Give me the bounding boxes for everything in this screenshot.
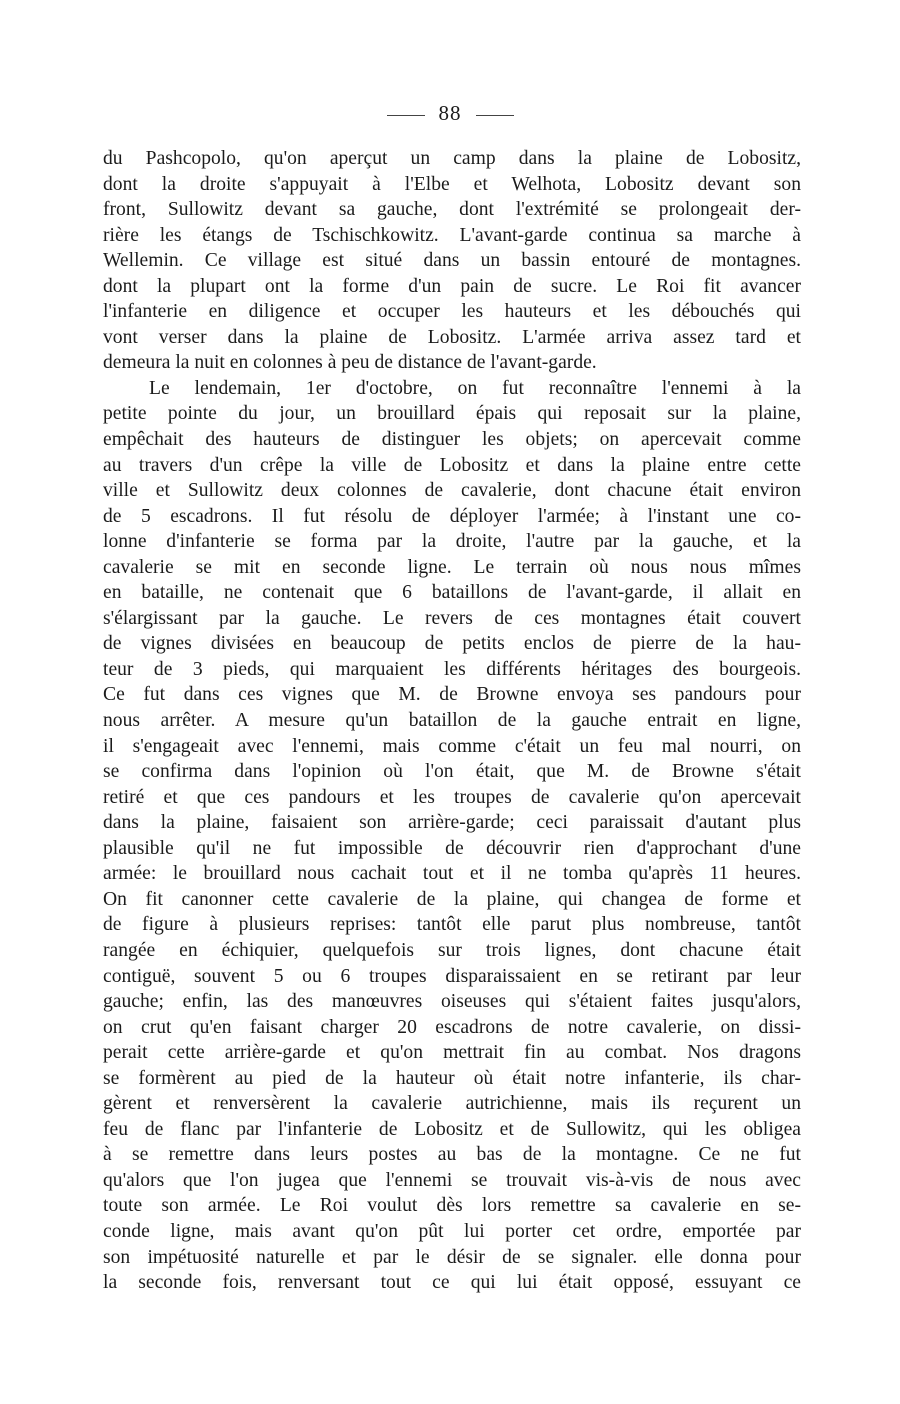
text-line: rière les étangs de Tschischkowitz. L'avant-garde continua sa marche à [103, 224, 801, 246]
text-line: de vignes divisées en beaucoup de petits enclos de pierre de la hau- [103, 633, 801, 655]
text-line: vont verser dans la plaine de Lobositz. L'armée arriva assez tard et [103, 326, 801, 348]
header-dash-right [476, 115, 514, 116]
text-line: lonne d'infanterie se forma par la droite, l'autre par la gauche, et la [103, 531, 801, 553]
text-line: se confirma dans l'opinion où l'on était, que M. de Browne s'était [103, 761, 801, 783]
text-line: Le lendemain, 1er d'octobre, on fut reconnaître l'ennemi à la [149, 377, 801, 399]
text-line: perait cette arrière-garde et qu'on mettrait fin au combat. Nos dragons [103, 1042, 801, 1064]
text-line: dont la plupart ont la forme d'un pain de sucre. Le Roi fit avancer [103, 275, 801, 297]
text-line: feu de flanc par l'infanterie de Lobositz et de Sullowitz, qui les obligea [103, 1118, 801, 1140]
text-line: rangée en échiquier, quelquefois sur trois lignes, dont chacune était [103, 939, 801, 961]
text-line: gèrent et renversèrent la cavalerie autrichienne, mais ils reçurent un [103, 1093, 801, 1115]
text-line: de figure à plusieurs reprises: tantôt elle parut plus nombreuse, tantôt [103, 914, 801, 936]
text-line: s'élargissant par la gauche. Le revers de ces montagnes était couvert [103, 607, 801, 629]
text-line: toute son armée. Le Roi voulut dès lors remettre sa cavalerie en se- [103, 1195, 801, 1217]
text-line: se formèrent au pied de la hauteur où était notre infanterie, ils char- [103, 1067, 801, 1089]
text-line: petite pointe du jour, un brouillard épais qui reposait sur la plaine, [103, 403, 801, 425]
header-dash-left [387, 115, 425, 116]
text-line: à se remettre dans leurs postes au bas de la montagne. Ce ne fut [103, 1144, 801, 1166]
text-line: au travers d'un crêpe la ville de Lobositz et dans la plaine entre cette [103, 454, 801, 476]
text-line: qu'alors que l'on jugea que l'ennemi se trouvait vis-à-vis de nous avec [103, 1169, 801, 1191]
text-line: front, Sullowitz devant sa gauche, dont l'extrémité se prolongeait der- [103, 199, 801, 221]
text-line: du Pashcopolo, qu'on aperçut un camp dans la plaine de Lobositz, [103, 148, 801, 169]
text-line: de 5 escadrons. Il fut résolu de déployer l'armée; à l'instant une co- [103, 505, 801, 527]
text-line: dont la droite s'appuyait à l'Elbe et Welhota, Lobositz devant son [103, 173, 801, 195]
page-number: 88 [438, 101, 462, 125]
text-line: la seconde fois, renversant tout ce qui lui était opposé, essuyant ce [103, 1272, 801, 1294]
text-line: cavalerie se mit en seconde ligne. Le terrain où nous nous mîmes [103, 556, 801, 578]
text-line: l'infanterie en diligence et occuper les hauteurs et les débouchés qui [103, 301, 801, 323]
text-line: son impétuosité naturelle et par le désir de se signaler. elle donna pour [103, 1246, 801, 1268]
text-line: plausible qu'il ne fut impossible de découvrir rien d'approchant d'une [103, 837, 801, 859]
text-line: on crut qu'en faisant charger 20 escadrons de notre cavalerie, on dissi- [103, 1016, 801, 1038]
body-text [103, 146, 801, 1296]
text-line: armée: le brouillard nous cachait tout et il ne tomba qu'après 11 heures. [103, 863, 801, 885]
text-line: ville et Sullowitz deux colonnes de cavalerie, dont chacune était environ [103, 480, 801, 502]
text-line: nous arrêter. A mesure qu'un bataillon de la gauche entrait en ligne, [103, 710, 801, 732]
text-line: en bataille, ne contenait que 6 bataillons de l'avant-garde, il allait en [103, 582, 801, 604]
text-line: gauche; enfin, las des manœuvres oiseuses qui s'étaient faites jusqu'alors, [103, 991, 801, 1013]
text-line: Ce fut dans ces vignes que M. de Browne envoya ses pandours pour [103, 684, 801, 706]
text-line: On fit canonner cette cavalerie de la plaine, qui changea de forme et [103, 888, 801, 910]
text-line: teur de 3 pieds, qui marquaient les différents héritages des bourgeois. [103, 658, 801, 680]
text-line: retiré et que ces pandours et les troupes de cavalerie qu'on apercevait [103, 786, 801, 808]
text-line: il s'engageait avec l'ennemi, mais comme c'était un feu mal nourri, on [103, 735, 801, 757]
text-line: empêchait des hauteurs de distinguer les objets; on apercevait comme [103, 429, 801, 451]
text-line: conde ligne, mais avant qu'on pût lui porter cet ordre, emportée par [103, 1220, 801, 1242]
page-header [0, 99, 900, 127]
text-line: dans la plaine, faisaient son arrière-garde; ceci paraissait d'autant plus [103, 812, 801, 834]
text-line: demeura la nuit en colonnes à peu de distance de l'avant-garde. [103, 352, 597, 374]
text-line: Wellemin. Ce village est situé dans un bassin entouré de montagnes. [103, 250, 801, 272]
text-line: contiguë, souvent 5 ou 6 troupes disparaissaient en se retirant par leur [103, 965, 801, 987]
